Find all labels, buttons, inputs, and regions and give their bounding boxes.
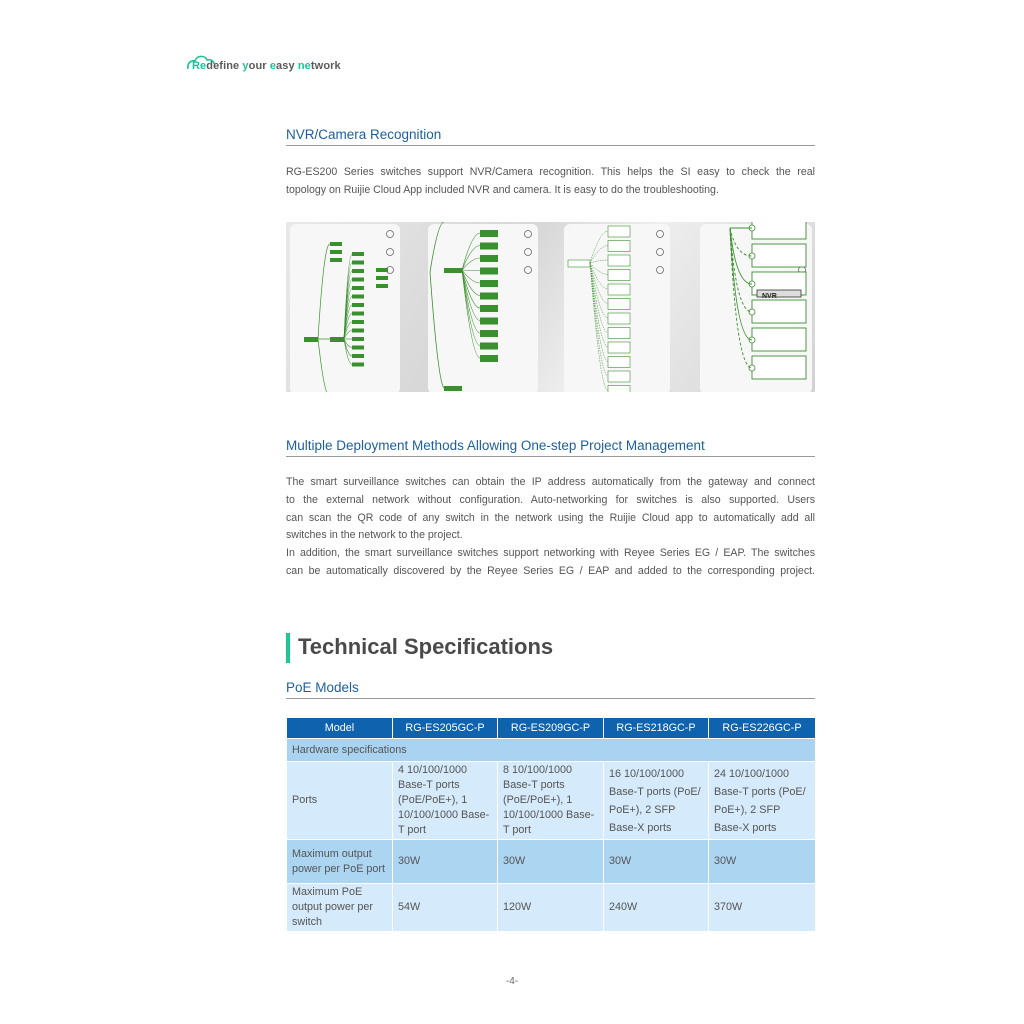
camera-node	[608, 386, 630, 393]
column-header: RG-ES226GC-P	[709, 718, 816, 739]
node-box	[444, 268, 462, 273]
table-cell: 30W	[498, 840, 604, 884]
device-node	[752, 222, 806, 239]
node-box	[304, 337, 318, 342]
node-box	[330, 337, 344, 342]
app-panel	[290, 224, 400, 392]
device-node	[752, 300, 806, 323]
table-header-row	[287, 718, 816, 739]
camera-node	[608, 270, 630, 281]
text-line: The smart surveillance switches can obtain the IP address automatically from the gateway and connect	[286, 476, 815, 488]
camera-node	[608, 313, 630, 324]
text-line: can be automatically discovered by the Reyee Series EG / EAP and added to the corresponding project.	[286, 564, 815, 577]
text-line: to the external network without configuration. Auto-networking for switches is also supported. Users	[286, 493, 815, 506]
device-node	[752, 328, 806, 351]
column-header: RG-ES218GC-P	[604, 718, 709, 739]
table-row	[287, 884, 816, 932]
table-row	[287, 840, 816, 884]
group-label: Hardware specifications	[287, 739, 816, 762]
column-header: RG-ES205GC-P	[393, 718, 498, 739]
node-box	[330, 258, 342, 262]
node-box	[352, 329, 364, 333]
table-cell: 30W	[604, 840, 709, 884]
spec-table	[286, 717, 816, 932]
table-cell: 16 10/100/1000 Base-T ports (PoE/ PoE+), 2 SFP Base-X ports	[604, 762, 709, 840]
node-box	[480, 255, 498, 262]
node-box	[480, 318, 498, 325]
accent-bar	[286, 633, 290, 663]
node-box	[352, 278, 364, 282]
camera-node	[608, 284, 630, 295]
node-box	[352, 286, 364, 290]
node-box	[480, 268, 498, 275]
table-row	[287, 762, 816, 840]
node-box	[352, 320, 364, 324]
table-cell: 54W	[393, 884, 498, 932]
node-box	[480, 305, 498, 312]
text-line: can scan the QR code of any switch in the network using the Ruijie Cloud app to automatically add all	[286, 511, 815, 524]
node-box	[352, 354, 364, 358]
page-title: Technical Specifications	[298, 634, 554, 659]
node-box	[352, 346, 364, 350]
table-group-row	[287, 739, 816, 762]
node-box	[352, 252, 364, 256]
camera-node	[608, 357, 630, 368]
nvr-label: NVR	[762, 293, 777, 300]
column-header: Model	[287, 718, 393, 739]
camera-node	[608, 241, 630, 252]
table-cell: 370W	[709, 884, 816, 932]
node-box	[352, 295, 364, 299]
camera-node	[608, 371, 630, 382]
column-header: RG-ES209GC-P	[498, 718, 604, 739]
topology-diagram	[286, 222, 815, 392]
node-box	[480, 355, 498, 362]
text-line: switches in the network to the project.	[286, 529, 463, 542]
section-heading-nvr: NVR/Camera Recognition	[286, 127, 815, 146]
camera-node	[608, 255, 630, 266]
table-cell: 8 10/100/1000 Base-T ports (PoE/PoE+), 1 10/100/1000 Base-T port	[498, 762, 604, 840]
section-heading-poe: PoE Models	[286, 680, 815, 699]
topology-screenshots	[286, 222, 815, 392]
node-box	[352, 269, 364, 273]
text-line: In addition, the smart surveillance switches support networking with Reyee Series EG / EAP. The switches	[286, 547, 815, 560]
node-box	[480, 243, 498, 250]
camera-node	[608, 328, 630, 339]
logo-tagline: Redefine your easy network	[192, 60, 341, 72]
node-box	[352, 363, 364, 367]
node-box	[376, 268, 388, 272]
text-line: RG-ES200 Series switches support NVR/Camera recognition. This helps the SI easy to check the real	[286, 166, 815, 178]
section-paragraph-deployment	[286, 474, 815, 581]
table-cell: 30W	[393, 840, 498, 884]
node-box	[352, 337, 364, 341]
node-box	[480, 280, 498, 287]
node-box	[444, 386, 462, 391]
node-box	[330, 250, 342, 254]
table-cell: 30W	[709, 840, 816, 884]
table-cell: 120W	[498, 884, 604, 932]
node-box	[376, 284, 388, 288]
table-cell: 4 10/100/1000 Base-T ports (PoE/PoE+), 1 10/100/1000 Base-T port	[393, 762, 498, 840]
node-box	[480, 230, 498, 237]
section-heading-deployment: Multiple Deployment Methods Allowing One-step Project Management	[286, 438, 815, 457]
camera-node	[608, 342, 630, 353]
node-box	[330, 242, 342, 246]
section-paragraph-nvr	[286, 164, 815, 200]
node-box	[480, 330, 498, 337]
table-cell: Maximum output power per PoE port	[287, 840, 393, 884]
node-box	[376, 276, 388, 280]
node-box	[352, 312, 364, 316]
port-dot	[749, 365, 755, 371]
page-number: -4-	[505, 976, 519, 987]
camera-node	[608, 299, 630, 310]
table-cell: Maximum PoE output power per switch	[287, 884, 393, 932]
node-box	[568, 260, 590, 267]
node-box	[480, 293, 498, 300]
device-node	[752, 244, 806, 267]
device-node	[752, 356, 806, 379]
table-cell: Ports	[287, 762, 393, 840]
node-box	[480, 343, 498, 350]
text-line: topology on Ruijie Cloud App included NVR and camera. It is easy to do the troubleshooting.	[286, 183, 719, 196]
node-box	[352, 261, 364, 265]
table-cell: 24 10/100/1000 Base-T ports (PoE/ PoE+), 2 SFP Base-X ports	[709, 762, 816, 840]
table-cell: 240W	[604, 884, 709, 932]
node-box	[352, 303, 364, 307]
camera-node	[608, 226, 630, 237]
